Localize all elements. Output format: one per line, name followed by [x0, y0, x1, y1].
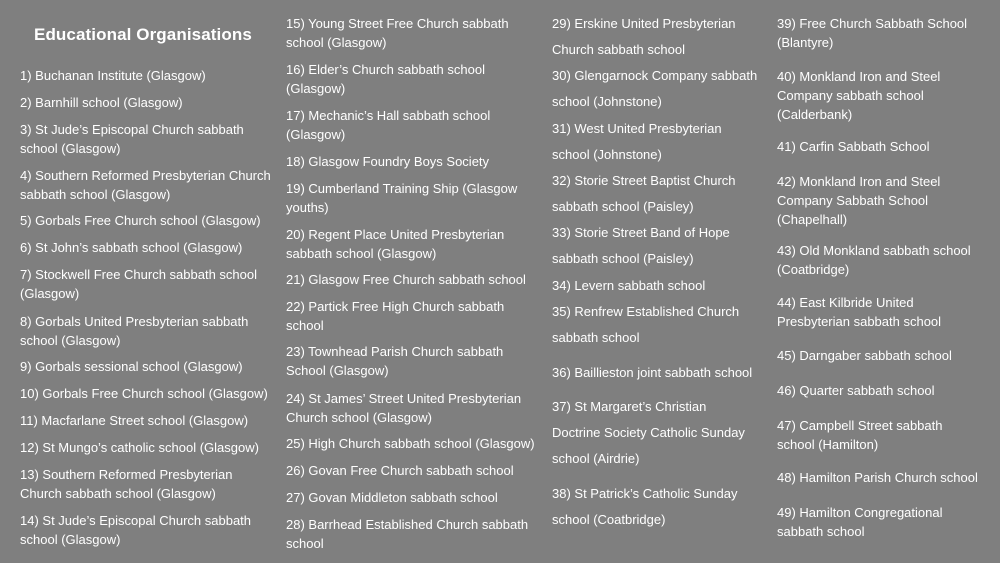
list-item: 10) Gorbals Free Church school (Glasgow) — [20, 386, 268, 401]
list-item: 3) St Jude’s Episcopal Church sabbath school (Glasgow) — [20, 122, 244, 156]
slide-title: Educational Organisations — [34, 25, 252, 44]
list-item: 35) Renfrew Established Church sabbath school — [552, 304, 740, 345]
list-item: 46) Quarter sabbath school — [777, 383, 935, 398]
list-item: 19) Cumberland Training Ship (Glasgow youths) — [286, 181, 518, 215]
list-item: 34) Levern sabbath school — [552, 278, 706, 293]
list-item: 5) Gorbals Free Church school (Glasgow) — [20, 213, 261, 228]
list-item: 22) Partick Free High Church sabbath school — [286, 299, 505, 333]
list-item: 14) St Jude’s Episcopal Church sabbath school (Glasgow) — [20, 513, 252, 547]
list-item: 37) St Margaret’s Christian Doctrine Society Catholic Sunday school (Airdrie) — [552, 399, 745, 466]
list-item: 30) Glengarnock Company sabbath school (Johnstone) — [552, 68, 758, 109]
list-item: 12) St Mungo’s catholic school (Glasgow) — [20, 440, 259, 455]
list-item: 33) Storie Street Band of Hope sabbath school (Paisley) — [552, 225, 730, 266]
list-item: 16) Elder’s Church sabbath school (Glasgow) — [286, 62, 485, 96]
list-item: 39) Free Church Sabbath School (Blantyre) — [777, 16, 968, 50]
list-item: 31) West United Presbyterian school (Johnstone) — [552, 121, 722, 162]
list-item: 44) East Kilbride United Presbyterian sabbath school — [777, 295, 942, 329]
list-item: 29) Erskine United Presbyterian Church sabbath school — [552, 16, 736, 57]
list-item: 2) Barnhill school (Glasgow) — [20, 95, 183, 110]
list-item: 11) Macfarlane Street school (Glasgow) — [20, 413, 249, 428]
list-item: 8) Gorbals United Presbyterian sabbath school (Glasgow) — [20, 314, 249, 348]
list-item: 27) Govan Middleton sabbath school — [286, 490, 498, 505]
list-item: 20) Regent Place United Presbyterian sabbath school (Glasgow) — [286, 227, 505, 261]
list-item: 26) Govan Free Church sabbath school — [286, 463, 514, 478]
list-item: 13) Southern Reformed Presbyterian Church sabbath school (Glasgow) — [20, 467, 233, 501]
list-item: 24) St James’ Street United Presbyterian Church school (Glasgow) — [286, 391, 522, 425]
list-item: 42) Monkland Iron and Steel Company Sabbath School (Chapelhall) — [777, 174, 941, 227]
list-item: 25) High Church sabbath school (Glasgow) — [286, 436, 535, 451]
list-item: 28) Barrhead Established Church sabbath school — [286, 517, 529, 551]
list-item: 41) Carfin Sabbath School — [777, 139, 930, 154]
list-item: 48) Hamilton Parish Church school — [777, 470, 978, 485]
list-item: 40) Monkland Iron and Steel Company sabbath school (Calderbank) — [777, 69, 941, 122]
list-item: 38) St Patrick’s Catholic Sunday school (Coatbridge) — [552, 486, 738, 527]
list-item: 21) Glasgow Free Church sabbath school — [286, 272, 526, 287]
list-item: 45) Darngaber sabbath school — [777, 348, 952, 363]
list-item: 9) Gorbals sessional school (Glasgow) — [20, 359, 243, 374]
list-item: 43) Old Monkland sabbath school (Coatbridge) — [777, 243, 971, 277]
list-item: 23) Townhead Parish Church sabbath School (Glasgow) — [286, 344, 504, 378]
list-item: 17) Mechanic’s Hall sabbath school (Glasgow) — [286, 108, 491, 142]
list-item: 36) Baillieston joint sabbath school — [552, 365, 753, 380]
list-item: 47) Campbell Street sabbath school (Hamilton) — [777, 418, 943, 452]
list-item: 49) Hamilton Congregational sabbath school — [777, 505, 943, 539]
list-item: 1) Buchanan Institute (Glasgow) — [20, 68, 206, 83]
list-item: 7) Stockwell Free Church sabbath school (Glasgow) — [20, 267, 258, 301]
list-item: 4) Southern Reformed Presbyterian Church sabbath school (Glasgow) — [20, 168, 271, 202]
list-item: 18) Glasgow Foundry Boys Society — [286, 154, 490, 169]
list-item: 6) St John’s sabbath school (Glasgow) — [20, 240, 243, 255]
list-item: 15) Young Street Free Church sabbath school (Glasgow) — [286, 16, 509, 50]
list-item: 32) Storie Street Baptist Church sabbath school (Paisley) — [552, 173, 736, 214]
